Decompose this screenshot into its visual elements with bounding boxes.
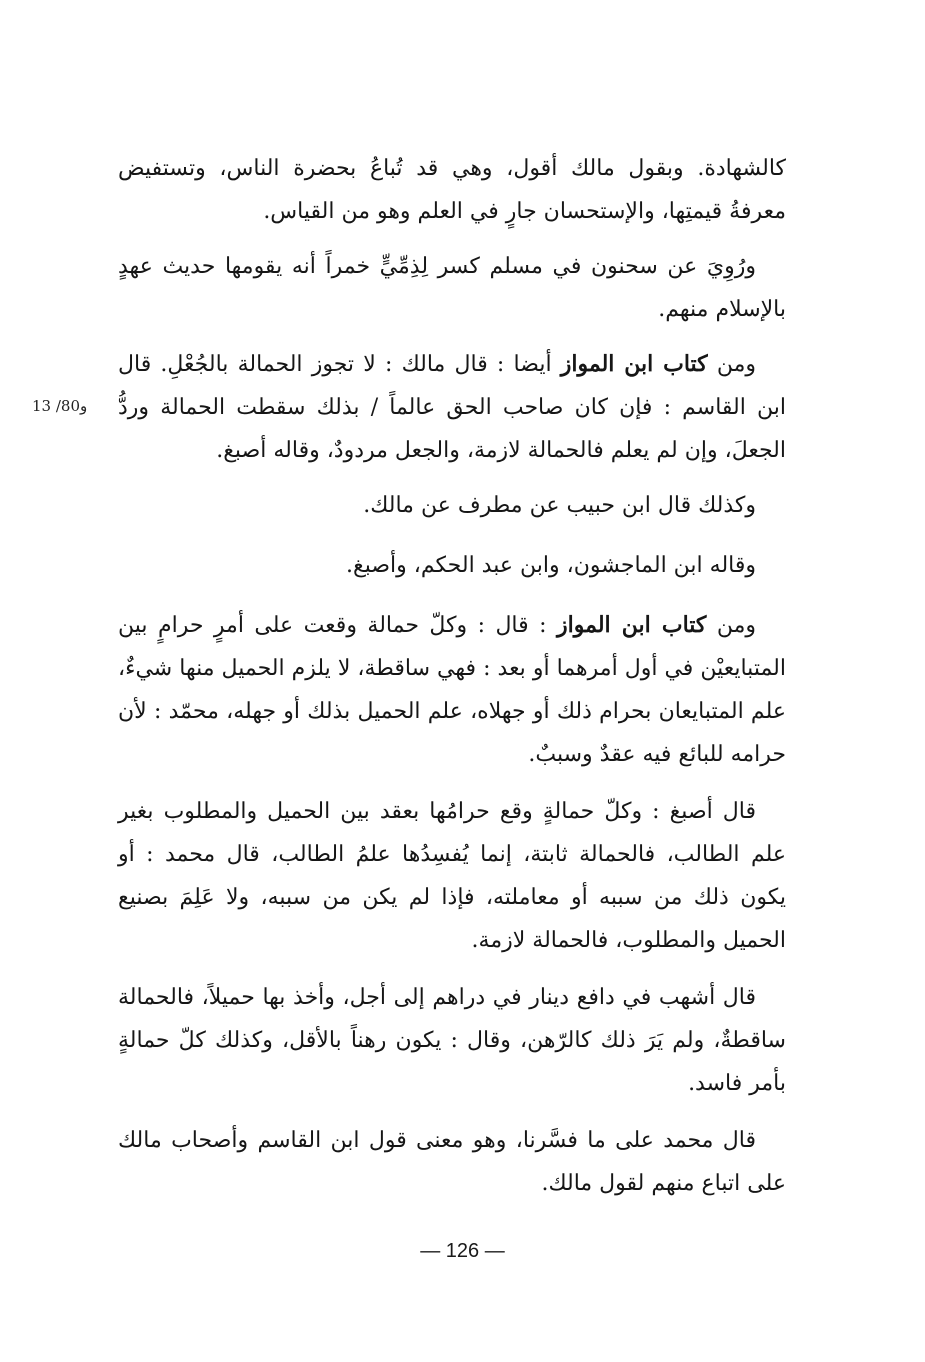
paragraph-9-text: قال محمد على ما فسَّرنا، وهو معنى قول ابن القاسم وأصحاب مالك على اتباع منهم لقول مالك. (118, 1128, 786, 1196)
paragraph-5-text: وقاله ابن الماجشون، وابن عبد الحكم، وأصبغ. (346, 553, 756, 578)
page-number: — 126 — (420, 1240, 505, 1262)
main-text (118, 147, 786, 1205)
paragraph-4 (118, 484, 786, 527)
paragraph-6 (118, 604, 786, 776)
paragraph-2 (118, 245, 786, 331)
paragraph-6-lead: ومن (716, 613, 757, 638)
paragraph-1-text: كالشهادة. وبقول مالك أقول، وهي قد تُباعُ بحضرة الناس، وتستفيض معرفةُ قيمتِها، والإستحسان جارٍ في العلم وهو من القياس. (118, 156, 786, 224)
paragraph-3 (118, 343, 786, 472)
paragraph-1 (118, 147, 786, 233)
source-book-title: كتاب ابن المواز (557, 612, 707, 638)
paragraph-8 (118, 976, 786, 1105)
paragraph-6-text: : قال : وكلّ حمالة وقعت على أمرٍ حرامٍ بين المتبايعيْن في أول أمرهما أو بعد : فهي ساقطة، لا يلزم الحميل منها شيءٌ، علم المتبايعان بحرام ذلك أو جهلاه، علم الحميل بذلك أو جهله، محمّد : لأن حرامه للبائع فيه عقدٌ وسببٌ. (118, 613, 786, 767)
paragraph-3-text: أيضا : قال مالك : لا تجوز الحمالة بالجُعْلِ. قال ابن القاسم : فإن كان صاحب الحق عالماً / بذلك سقطت الحمالة وردُّ الجعلَ، وإن لم يعلم فالحمالة لازمة، والجعل مردودٌ، وقاله أصبغ. (118, 352, 786, 463)
manuscript-folio-note: 13 /80و (32, 397, 88, 415)
paragraph-7-text: قال أصبغ : وكلّ حمالةٍ وقع حرامُها بعقد بين الحميل والمطلوب بغير علم الطالب، فالحمالة ثابتة، إنما يُفسِدُها علمُ الطالب، قال محمد : أو يكون ذلك من سببه أو معاملته، فإذا لم يكن من سببه، ولا عَلِمَ بصنيع الحميل والمطلوب، فالحمالة لازمة. (118, 799, 786, 953)
paragraph-4-text: وكذلك قال ابن حبيب عن مطرف عن مالك. (363, 493, 756, 518)
paragraph-3-lead: ومن (716, 352, 756, 377)
paragraph-7 (118, 790, 786, 962)
paragraph-9 (118, 1119, 786, 1205)
paragraph-5 (118, 544, 786, 587)
paragraph-2-text: ورُوِيَ عن سحنون في مسلم كسر لِذِمِّيٍّ خمراً أنه يقومها حديث عهدٍ بالإسلام منهم. (118, 254, 786, 322)
source-book-title: كتاب ابن المواز (560, 351, 708, 377)
paragraph-8-text: قال أشهب في دافع دينار في دراهم إلى أجل، وأخذ بها حميلاً، فالحمالة ساقطةٌ، ولم يَرَ ذلك كالرّهن، وقال : يكون رهناً بالأقل، وكذلك كلّ حمالةٍ بأمر فاسد. (118, 985, 786, 1096)
